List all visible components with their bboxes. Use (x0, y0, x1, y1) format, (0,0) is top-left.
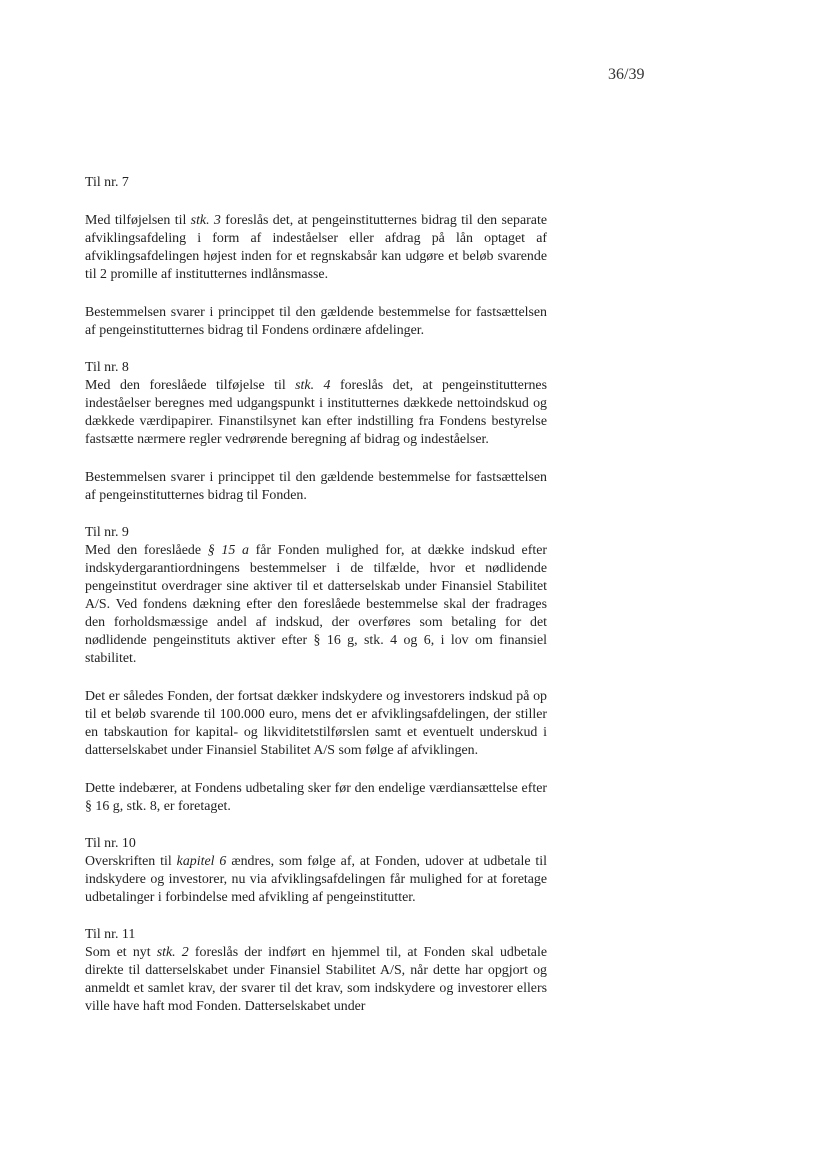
section-8-paragraph-1 (85, 377, 547, 449)
section-8-text-a: Med den foreslåede tilføjelse til (85, 378, 296, 393)
section-9-paragraph-1 (85, 542, 547, 668)
section-9-text-a: Med den foreslåede (85, 543, 208, 558)
section-8-reference: stk. 4 (295, 378, 331, 393)
section-8-text-b: foreslås det, at pengeinstitutternes indeståelser beregnes med udgangspunkt i institutternes dækkede nettoindskud og dækkede værdipapirer. Finanstilsynet kan efter indstilling fra Fondens bestyrelse fastsætte nærmere regler vedrørende beregning af bidrag og indeståelser. (85, 378, 547, 447)
section-10-text-b: ændres, som følge af, at Fonden, udover at udbetale til indskydere og investorer, nu via afviklingsafdelingen får mulighed for at foretage udbetalinger i forbindelse med afvikling af pengeinstitutter. (85, 854, 548, 905)
section-11-text-a: Som et nyt (85, 945, 157, 960)
section-7-reference: stk. 3 (190, 213, 221, 228)
section-11-paragraph-1 (85, 944, 547, 1016)
section-10-paragraph-1 (85, 853, 547, 907)
section-heading-10: Til nr. 10 (85, 836, 136, 851)
section-11-reference: stk. 2 (156, 945, 189, 960)
section-9-reference: § 15 a (207, 543, 249, 558)
section-9-paragraph-2: Det er således Fonden, der fortsat dækker indskydere og investorers indskud på op til et beløb svarende til 100.000 euro, mens det er afviklingsafdelingen, der stiller en tabskaution for kapital- og likviditetstilførslen samt et eventuelt underskud i datterselskabet under Finansiel Stabilitet A/S som følge af afviklingen. (85, 689, 547, 758)
section-7-paragraph-1 (85, 212, 547, 284)
section-heading-11: Til nr. 11 (85, 927, 136, 942)
document-body (85, 174, 547, 1016)
section-10-text-a: Overskriften til (85, 854, 177, 869)
section-heading-8: Til nr. 8 (85, 360, 129, 375)
section-10-reference: kapitel 6 (176, 854, 227, 869)
section-heading-7: Til nr. 7 (85, 175, 129, 190)
page-number: 36/39 (608, 66, 645, 83)
section-9-text-b: får Fonden mulighed for, at dække indskud efter indskydergarantiordningens bestemmelser i de tilfælde, hvor et nødlidende pengeinstitut overdrager sine aktiver til et datterselskab under Finansiel Stabilitet A/S. Ved fondens dækning efter den foreslåede bestemmelse skal der fradrages den forholdsmæssige andel af indskud, der overføres som betaling for det nødlidende pengeinstituts aktiver efter § 16 g, stk. 4 og 6, i lov om finansiel stabilitet. (85, 543, 547, 666)
section-11-text-b: foreslås der indført en hjemmel til, at Fonden skal udbetale direkte til datterselskabet under Finansiel Stabilitet A/S, når dette har opgjort og anmeldt et samlet krav, der svarer til det krav, som indskydere og investorer ellers ville have haft mod Fonden. Datterselskabet under (85, 945, 547, 1014)
section-7-paragraph-2: Bestemmelsen svarer i princippet til den gældende bestemmelse for fastsættelsen af pengeinstitutternes bidrag til Fondens ordinære afdelinger. (85, 305, 547, 338)
section-9-paragraph-3: Dette indebærer, at Fondens udbetaling sker før den endelige værdiansættelse efter § 16 g, stk. 8, er foretaget. (85, 781, 547, 814)
section-8-paragraph-2: Bestemmelsen svarer i princippet til den gældende bestemmelse for fastsættelsen af pengeinstitutternes bidrag til Fonden. (85, 470, 547, 503)
section-7-text-b: foreslås det, at pengeinstitutternes bidrag til den separate afviklingsafdeling i form af indeståelser eller afdrag på lån optaget af afviklingsafdelingen højest inden for et regnskabsår kan udgøre et beløb svarende til 2 promille af institutternes indlånsmasse. (85, 213, 547, 282)
section-7-text-a: Med tilføjelsen til (85, 213, 191, 228)
section-heading-9: Til nr. 9 (85, 525, 129, 540)
